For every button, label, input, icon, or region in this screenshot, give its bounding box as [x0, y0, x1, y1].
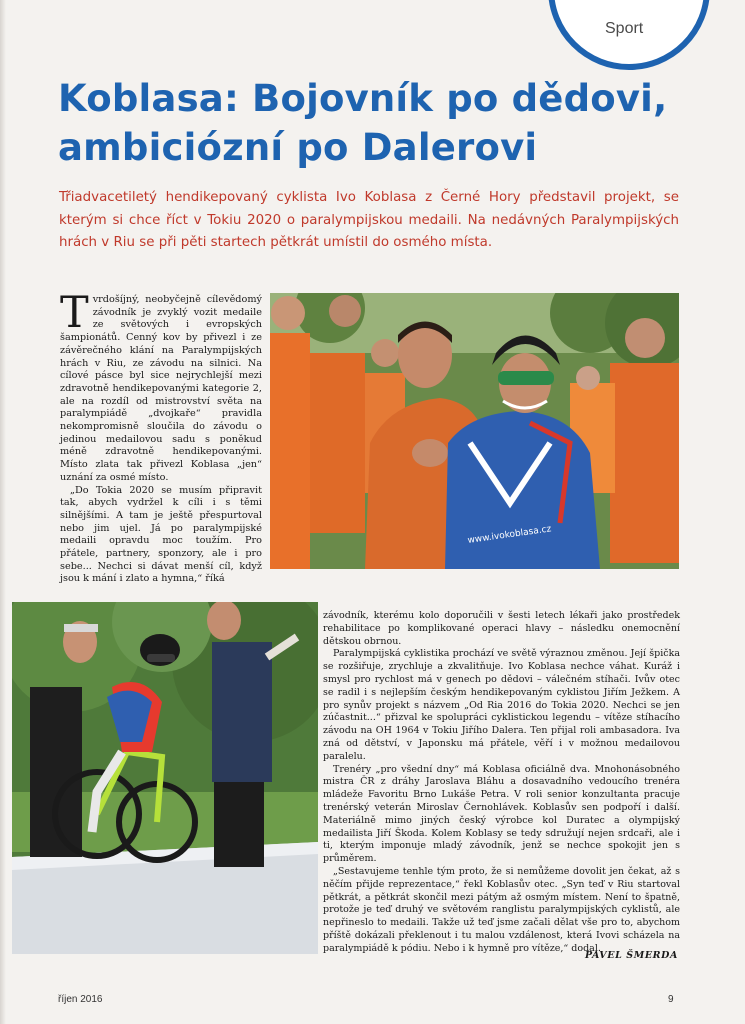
- photo-cyclist-with-crowd: [270, 293, 679, 569]
- footer-date: říjen 2016: [58, 994, 103, 1005]
- article-paragraph: „Do Tokia 2020 se musím připravit tak, abych vydržel k cíli i s těmi silnějšími. A tam je ještě přespurtoval nebo jim ujel. Já po paralympijské medaili opravdu moc toužím. Pro přátele, partnery, sponzory, ale i pro sebe... Nechci si dávat menší cíl, když jsou k mání i zlato a hymna,“ říká: [60, 484, 262, 585]
- article-paragraph: „Sestavujeme tenhle tým proto, že si nemůžeme dovolit jen čekat, až s něčím přijde reprezentace,“ řekl Koblasův otec. „Syn teď v Riu startoval pětkrát, a pětkrát skončil mezi pátým až osmým místem. Není to špatně, protože je teď druhý ve světovém ranglistu paralympijských cyklistů, ale nepřineslo to medaili. Takže už teď jsme začali dělat vše pro to, abychom příště dokázali překlenout i tu malou vzdálenost, která Ivovi scházela na paralympiádě k pódiu. Nebo i k hymně pro vítěze,“ dodal.: [323, 865, 680, 954]
- section-label: Sport: [605, 20, 644, 37]
- article-headline: Koblasa: Bojovník po dědovi, ambiciózní po Dalerovi: [58, 77, 668, 169]
- page-number: 9: [668, 994, 674, 1005]
- jersey-website-text: www.ivokoblasa.cz: [467, 524, 552, 546]
- author-byline: PAVEL ŠMERDA: [584, 950, 678, 961]
- paragraph-text: vrdošíjný, neobyčejně cílevědomý závodník je zvyklý vozit medaile ze světových i evropských šampionátů. Cenný kov by přivezl i ze závěrečného klání na Paralympijských hrách v Riu, ze závodu na silnici. Na cílové pásce byl sice nejrychlejší mezi zdravotně hendikepovanými kategorie 2, ale na rozdíl od mistrovství světa na paralympiádě „dvojkaře“ pravidla nekompromisně sloučila do závodu o jedinou medailovou sadu s poněkud méně zdravotně hendikepovanými. Místo zlata tak přivezl Koblasa „jen“ uznání za osmé místo.: [60, 294, 262, 483]
- article-lead: Třiadvacetiletý hendikepovaný cyklista Ivo Koblasa z Černé Hory představil projekt, se kterým si chce říct v Tokiu 2020 o paralympijskou medaili. Na nedávných Paralympijských hrách v Riu se při pěti startech pětkrát umístil do osmého místa.: [59, 190, 679, 250]
- photo-start-ramp: [12, 602, 318, 954]
- article-paragraph: Trenéry „pro všední dny“ má Koblasa oficiálně dva. Mnohonásobného mistra ČR z dráhy Jaroslava Bláhu a dosavadního vedoucího trenéra mládeže Favoritu Brno Lukáše Petra. V roli senior konzultanta pracuje trenérský veterán Miroslav Černohlávek. Koblasův sen podpoří i další. Materiálně mimo jiných český výrobce kol Duratec a olympijský medailista Jiří Škoda. Kolem Koblasy se tedy sdružují nejen srdcaři, ale i ti, kterým imponuje mladý závodník, jenž se nechce spokojit jen s průměrem.: [323, 763, 680, 865]
- binding-shadow: [0, 0, 6, 1024]
- article-paragraph: závodník, kterému kolo doporučili v šesti letech lékaři jako prostředek rehabilitace po komplikované operaci hlavy – následku onemocnění dětskou obrnou.: [323, 610, 680, 647]
- article-paragraph: Paralympijská cyklistika prochází ve světě výraznou změnou. Její špička se rozšiřuje, zrychluje a zkvalitňuje. Ivo Koblasa nechce váhat. Kuráž i smysl pro rychlost má v genech po dědovi – válečném stíhači. Ivův otec se radil i s nejlepším českým hendikepovaným cyklistou Jiřím Ježkem. A pro synův projekt s názvem „Od Ria 2016 do Tokia 2020. Nechci se jen zúčastnit...“ přizval ke spolupráci cyklistickou legendu – vítěze stíhacího závodu na OH 1964 v Tokiu Jiřího Dalera. Ten přijal roli ambasadora. Iva zná od dětství, v Japonsku má přátele, věří i v možnou medailovou paralelu.: [323, 648, 680, 762]
- article-column-2: [323, 610, 680, 956]
- article-column-1: [60, 288, 262, 586]
- article-paragraph: [60, 288, 262, 485]
- dropcap: T: [60, 288, 89, 338]
